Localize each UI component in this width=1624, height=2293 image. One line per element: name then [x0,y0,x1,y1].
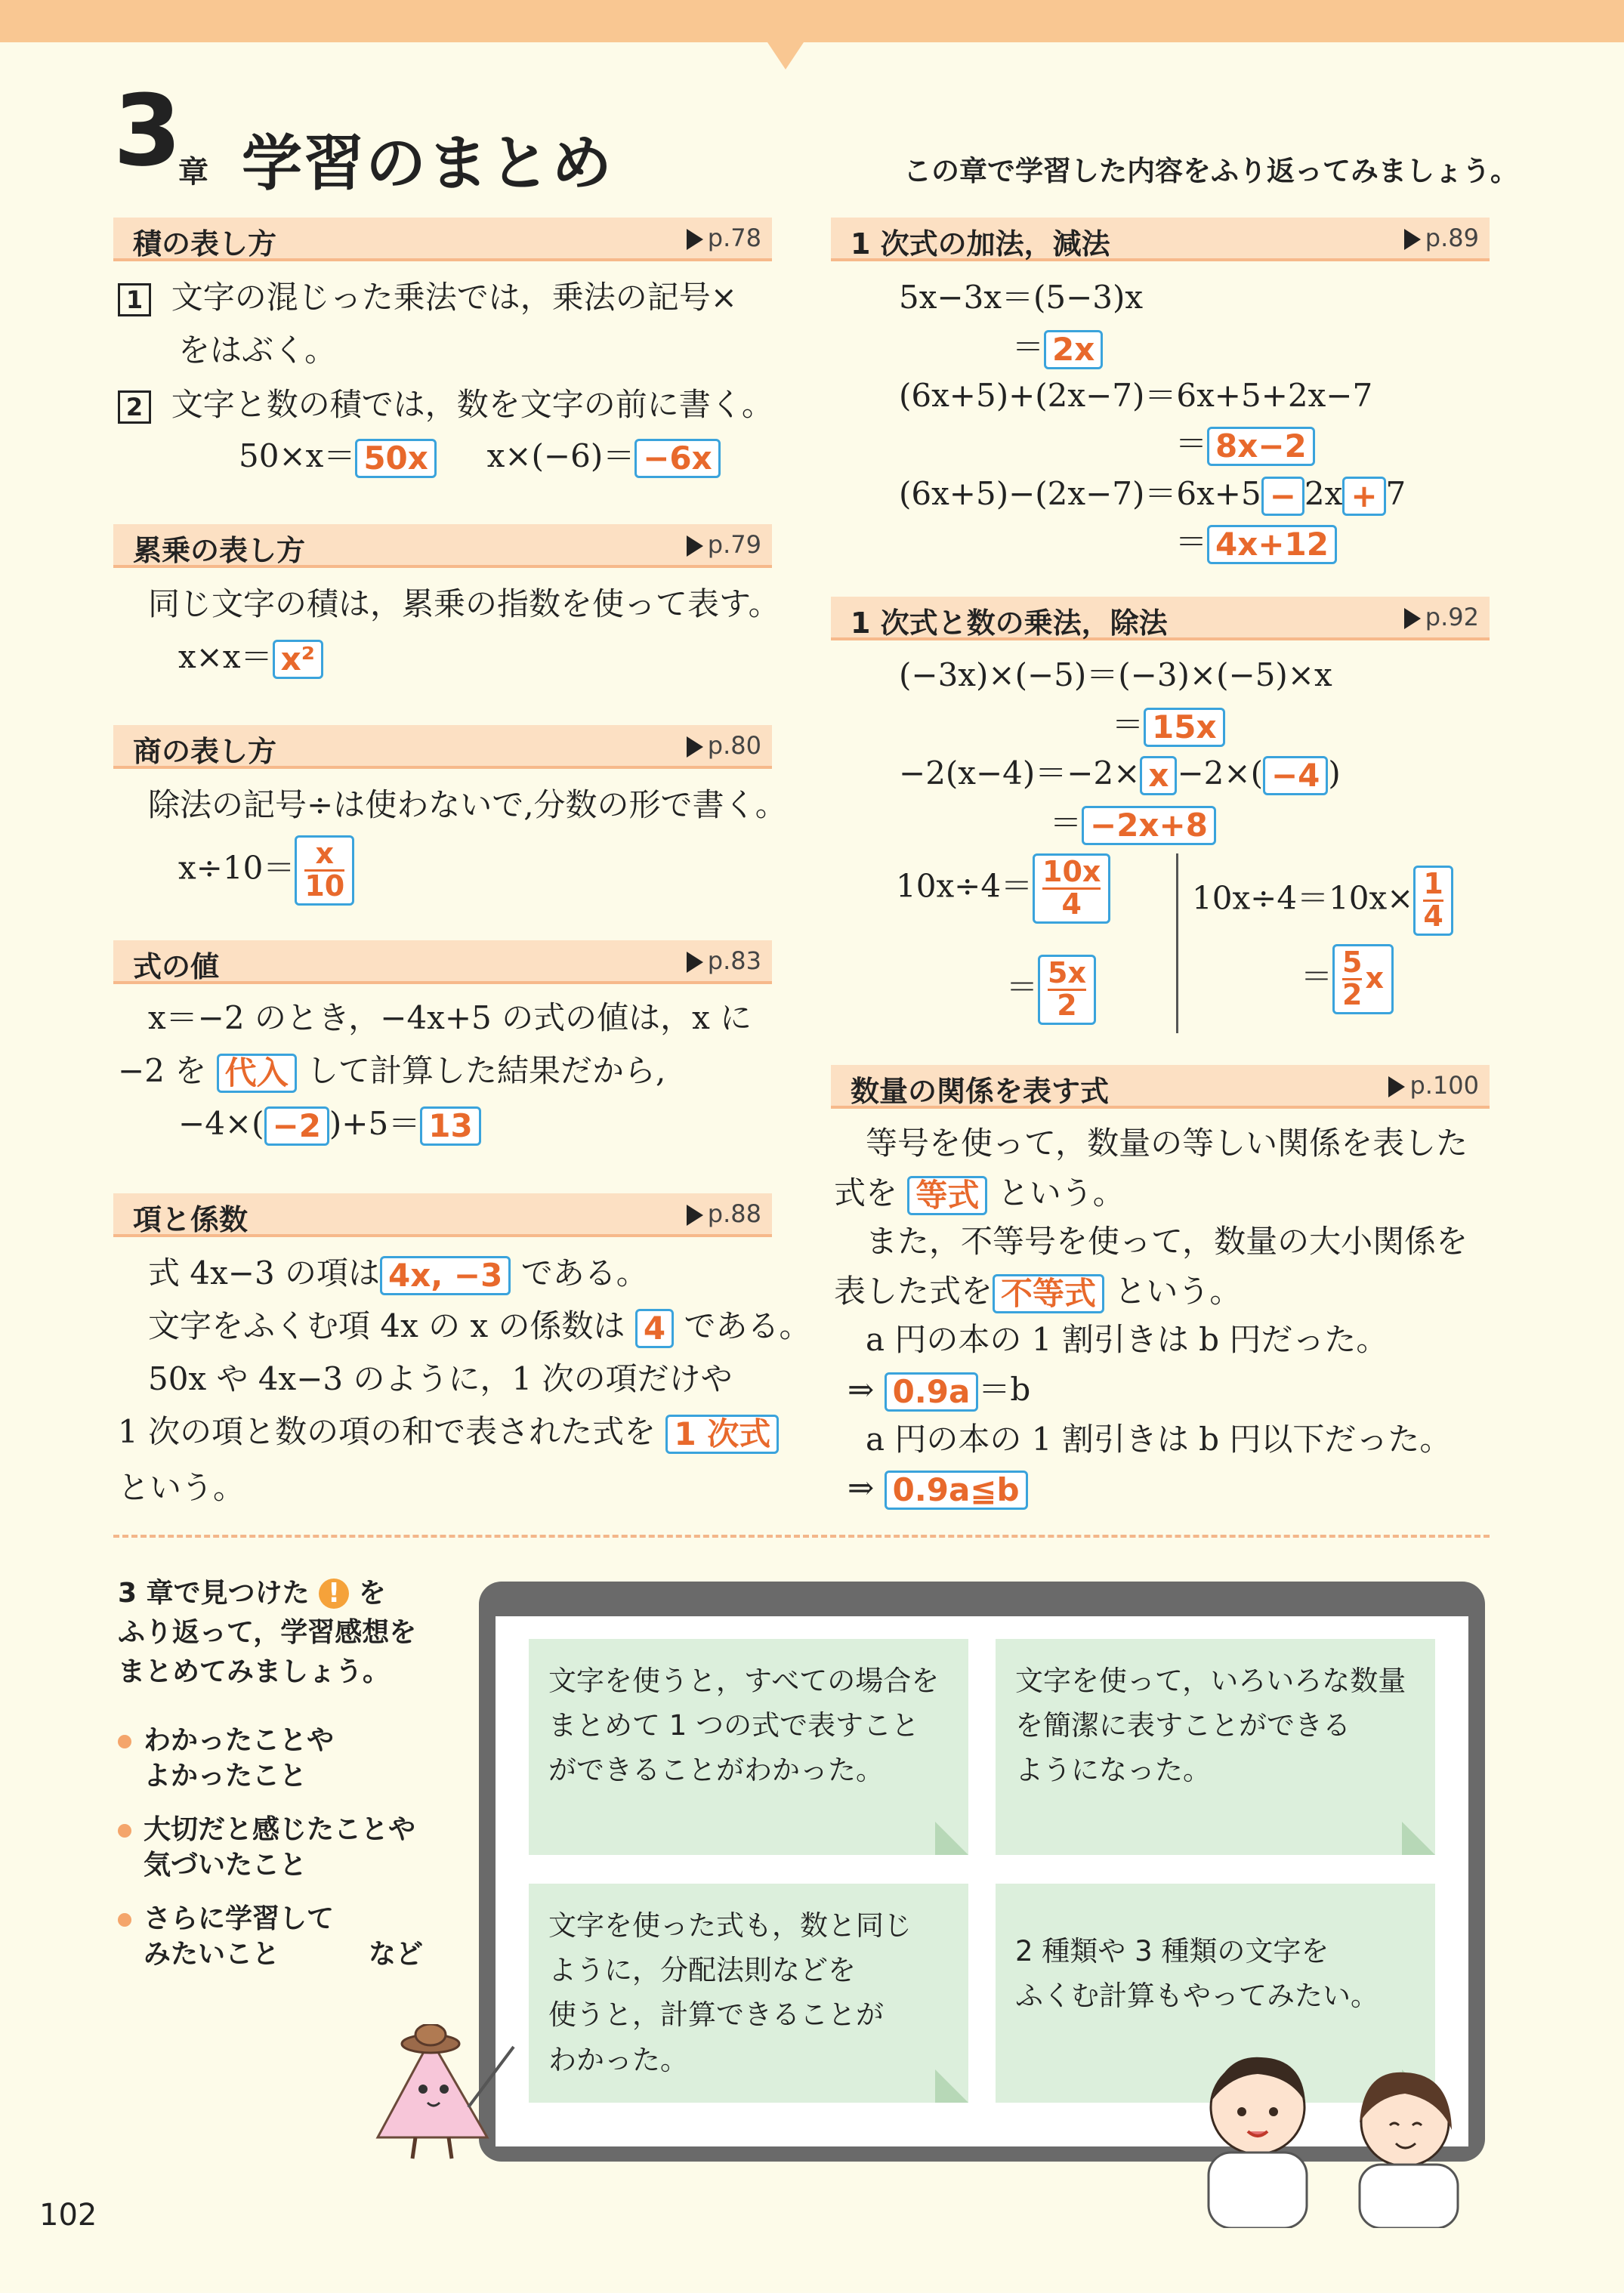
math-line: −2(x−4)＝−2× x −2×( −4 ) [899,755,1341,795]
answer-box: 0.9a≦b [885,1471,1028,1510]
play-icon [1404,608,1421,629]
rule-text: −2 を 代入 して計算した結果だから, [118,1053,665,1093]
example-line: x×x＝ x² [178,639,323,679]
section-title: 項と係数 [133,1203,249,1236]
lead-text: この章で学習した内容をふり返ってみましょう。 [903,155,1518,187]
bullet-item: さらに学習して みたいこと など [118,1902,423,1973]
section-title: 累乗の表し方 [133,534,306,567]
bullet-icon [118,1735,131,1748]
rule-text: 1 次の項と数の項の和で表された式を 1 次式 [118,1414,779,1454]
rule-text: a 円の本の 1 割引きは b 円以下だった。 [866,1421,1452,1458]
math-line: ＝ 8x−2 [1175,426,1315,466]
play-icon [687,736,703,758]
answer-box: 1 次式 [665,1415,779,1454]
sticky-note: 文字を使った式も，数と同じ ように，分配法則などを 使うと，計算できることが わかった。 [529,1884,968,2103]
dashed-divider [113,1535,1490,1538]
page-ref[interactable]: p.80 [687,731,761,760]
sticky-note: 2 種類や 3 種類の文字を ふくむ計算もやってみたい。 [996,1884,1435,2103]
play-icon [1388,1076,1405,1097]
section-header-quotient [113,725,772,769]
rule-text: 等号を使って，数量の等しい関係を表した [866,1125,1468,1162]
answer-box: 50x [355,439,437,478]
chapter-number: 3 [113,73,182,188]
answer-fraction: $\frac{5x}{2}$ [1038,955,1096,1025]
rule-text: x＝−2 のとき，−4x+5 の式の値は，x に [148,999,752,1036]
bullet-icon [118,1913,131,1927]
section-header-value [113,940,772,984]
play-icon [687,229,703,250]
page-ref[interactable]: p.78 [687,224,761,252]
math-line: ＝ 2x [1012,329,1103,369]
section-title: 式の値 [133,950,220,983]
answer-box: 4x+12 [1207,525,1337,564]
rule-2: 2 文字と数の積では，数を文字の前に書く。 [118,387,773,424]
answer-box: 等式 [907,1176,987,1215]
page-ref[interactable]: p.100 [1388,1071,1479,1100]
top-bar-notch [767,42,804,69]
rule-1: 1 文字の混じった乗法では，乗法の記号× [118,279,737,316]
math-line: 10x÷4＝ $\frac{10x}{4}$ [896,853,1110,924]
section-title: 1 次式と数の乗法，除法 [851,606,1168,640]
answer-box: 4x, −3 [380,1256,511,1295]
answer-box: −2x+8 [1082,806,1216,845]
math-line: (−3x)×(−5)＝(−3)×(−5)×x [899,656,1332,693]
answer-box: 4 [635,1309,674,1348]
answer-fraction: $\frac{x}{10}$ [295,835,354,906]
play-icon [687,1205,703,1226]
section-header-relation [831,1065,1490,1109]
math-line: ＝ 15x [1112,707,1225,747]
answer-box: 15x [1144,708,1225,747]
top-bar [0,0,1624,42]
page-ref[interactable]: p.88 [687,1199,761,1228]
page-ref[interactable]: p.79 [687,530,761,559]
page-ref[interactable]: p.92 [1404,603,1479,631]
section-header-add-sub [831,218,1490,261]
answer-box: −6x [634,439,721,478]
chapter-suffix: 章 [178,155,208,190]
answer-fraction: $\frac{1}{4}$ [1413,866,1453,936]
bullet-icon [118,1824,131,1838]
rule-text: 同じ文字の積は，累乗の指数を使って表す。 [148,585,780,622]
math-line: ＝ $\frac{5x}{2}$ [1006,955,1096,1025]
section-header-mul-div [831,597,1490,640]
sticky-note: 文字を使うと，すべての場合を まとめて 1 つの式で表すこと ができることがわかった。 [529,1639,968,1855]
answer-box: −4 [1263,756,1328,795]
answer-box: 代入 [217,1054,297,1093]
exclamation-icon: ! [319,1579,349,1609]
bullet-item: わかったことや よかったこと [118,1724,334,1795]
example-line: 50×x＝ 50x x×(−6)＝ −6x [239,438,721,478]
example-line: −4×( −2 )+5＝ 13 [178,1106,481,1146]
page-title: 学習のまとめ [242,128,613,199]
rule-text: 式を 等式 という。 [834,1175,1125,1215]
bullet-item: 大切だと感じたことや 気づいたこと [118,1813,415,1884]
answer-box: 13 [420,1106,480,1146]
item-number: 1 [118,283,151,316]
math-line: ＝ 5 2 x [1301,944,1394,1014]
example-line: x÷10＝ $\frac{x}{10}$ [178,835,354,906]
answer-box: + [1342,477,1385,516]
section-header-product [113,218,772,261]
students-illustration [1178,2039,1480,2228]
math-line: ＝ −2x+8 [1050,805,1216,845]
rule-text: a 円の本の 1 割引きは b 円だった。 [866,1321,1388,1358]
math-line: ＝ 4x+12 [1175,524,1337,564]
math-line: 5x−3x＝(5−3)x [899,279,1144,316]
answer-box: −2 [264,1106,329,1146]
section-title: 積の表し方 [133,227,277,261]
math-line: (6x+5)−(2x−7)＝6x+5 − 2x + 7 [899,476,1406,516]
item-number: 2 [118,390,151,424]
page-ref[interactable]: p.83 [687,946,761,975]
answer-fraction: $\frac{10x}{4}$ [1033,853,1110,924]
page-ref[interactable]: p.89 [1404,224,1479,252]
section-header-terms [113,1193,772,1237]
reflection-prompt: 3 章で見つけた ! を ふり返って，学習感想を まとめてみましょう。 [118,1578,417,1688]
play-icon [1404,229,1421,250]
rule-text: 式 4x−3 の項は 4x, −3 である。 [148,1255,648,1295]
math-line: ⇒ 0.9a≦b [848,1470,1028,1510]
section-title: 1 次式の加法，減法 [851,227,1110,261]
answer-box: − [1261,477,1304,516]
answer-box: x² [273,640,324,679]
answer-box: 8x−2 [1207,427,1315,466]
answer-box: 不等式 [993,1274,1104,1313]
divider-line [1176,853,1178,1033]
rule-text: という。 [118,1469,245,1506]
rule-1-cont: をはぶく。 [178,332,337,369]
answer-fraction: 5 2 x [1332,944,1394,1014]
page-number: 102 [39,2198,97,2233]
section-header-power [113,524,772,568]
rule-text: 文字をふくむ項 4x の x の係数は 4 である。 [148,1308,810,1348]
math-line: (6x+5)+(2x−7)＝6x+5+2x−7 [899,377,1373,414]
mascot-illustration [355,2024,536,2168]
play-icon [687,952,703,973]
section-title: 数量の関係を表す式 [851,1075,1110,1108]
sticky-note: 文字を使って，いろいろな数量 を簡潔に表すことができる ようになった。 [996,1639,1435,1855]
math-line: ⇒ 0.9a ＝b [848,1372,1030,1412]
play-icon [687,535,703,557]
rule-text: 除法の記号÷は使わないで,分数の形で書く。 [148,786,787,823]
answer-box: x [1140,756,1177,795]
answer-box: 0.9a [885,1372,979,1412]
section-title: 商の表し方 [133,735,277,768]
math-line: 10x÷4＝10x× $\frac{1}{4}$ [1192,866,1453,936]
rule-text: 表した式を 不等式 という。 [834,1273,1241,1313]
rule-text: また，不等号を使って，数量の大小関係を [866,1223,1468,1260]
rule-text: 50x や 4x−3 のように，1 次の項だけや [148,1360,733,1397]
answer-box: 2x [1044,330,1103,369]
